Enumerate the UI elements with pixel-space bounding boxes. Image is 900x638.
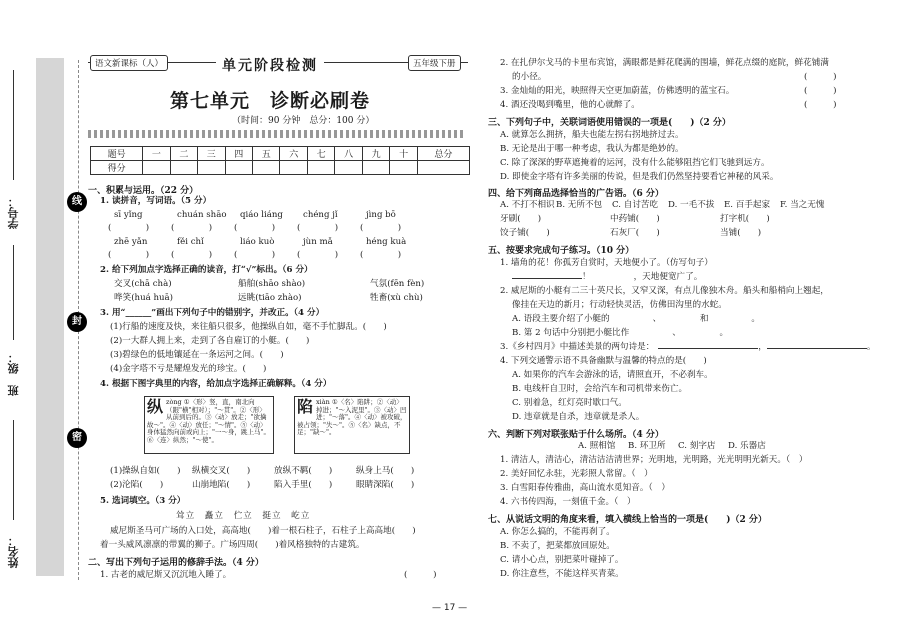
q4-item: 纵横交叉( ) [192,466,251,476]
score-header-cell: 九 [362,147,389,161]
product-item: 饺子铺( ) [500,228,550,238]
score-header-cell: 总分 [417,147,469,161]
product-item: 石灰厂( ) [610,228,660,238]
venue-option: B. 环卫所 [628,441,666,451]
choice-a: A. 如果你的汽车会游泳的话，请照直开，不必刹车。 [512,370,713,380]
q3-item: (3)碧绿色的低地镶延在一条运河之间。( ) [110,350,284,360]
s5-item: 4. 下列交通警示语不具备幽默与温馨的特点的是( ) [500,356,707,366]
q3-item: (1)行船的速度及快，来往船只很多，他操纵自如，毫不手忙脚乱。( ) [110,322,387,332]
slogan-option: D. 一毛不拔 [668,200,715,210]
q3-prompt: 3. 用“______”画出下列句子中的错别字，并改正。（4 分） [100,308,325,318]
product-item: 牙刷( ) [500,214,542,224]
answer-blank[interactable]: ( ) [360,223,402,233]
q2-item: 气氛(fēn fèn) [370,279,425,289]
choice-c: C. 别着急，红灯亮时歇口气。 [512,398,627,408]
s5-item: 3.《乡村四月》中描述美景的两句诗是： ， 。 [500,342,876,352]
pinyin: chuán shāo [177,210,227,220]
s2-item: 1. 古老的威尼斯又沉沉地入睡了。 [100,570,232,580]
choice-d: D. 违章就是自杀，违章就是杀人。 [512,412,645,422]
score-header-cell: 六 [280,147,307,161]
page-number: — 17 — [432,603,468,613]
dict-definition: xiàn ①〈名〉陷阱；②〈动〉掉进；"～入泥里"。③〈动〉凹进；"～落"。④〈动〉被攻破，被占领；"失～"。⑤〈名〉缺点，不足；"缺～"。 [297,398,407,436]
answer-blank[interactable]: ( ) [108,223,150,233]
score-header-cell: 四 [225,147,252,161]
section-3-heading: 三、下列句子中，关联词语使用错误的一项是( )（2 分） [488,118,731,128]
s5-item: 2. 威尼斯的小艇有二三十英尺长，又窄又深，有点儿像独木舟。船头和船梢向上翘起， [500,286,829,296]
q4-prompt: 4. 根据下图字典里的内容，给加点字选择正确解释。（4 分） [100,379,332,389]
s2-item: 4. 酒还没喝到嘴里，他的心就醉了。 [500,100,640,110]
score-cell[interactable] [225,161,252,175]
score-table-header-row [91,147,470,161]
choice-b: B. 电线杆自卫时，会给汽车和司机带来伤亡。 [512,384,688,394]
dict-definition: zòng ①〈形〉竖，直，南北向（跟"横"相对）；"～贯"。②〈形〉从前到后的。③〈动〉放走；"欲擒故～"。④〈动〉放任；"～情"。⑤〈动〉身体猛然向前或向上；"一～身，跳上马"。⑥〈连〉纵然；"～使"。 [147,398,270,444]
pinyin: jùn mǎ [303,237,333,247]
choice-d: D. 即使金字塔有许多美丽的传说，但是我们仍然坚持要看它神秘的风采。 [500,172,779,182]
couplet-item: 3. 白雪阳春传雅曲，高山流水觅知音。（ ） [500,483,670,493]
score-header-cell: 五 [253,147,280,161]
answer-blank[interactable]: ( ) [171,250,213,260]
q2-item: 哗笑(huá huā) [114,293,174,303]
s5-item: 1. 墙角的花！你孤芳自赏时，天地便小了。（仿写句子） [500,258,713,268]
q2-item: 远眺(tiāo zhào) [238,293,302,303]
score-header-cell: 二 [170,147,197,161]
choice-c: C. 请小心点，别把菜叶碰掉了。 [500,555,624,565]
q4-item: 山崩地陷( ) [192,480,251,490]
binding-strip [36,58,64,576]
q5-word-bank: 耸立 矗立 伫立 挺立 屹立 [176,511,311,521]
venue-option: A. 照相馆 [578,441,616,451]
s5-answer-template [512,272,702,283]
section-7-heading: 七、从说话文明的角度来看，填入横线上恰当的一项是( )（2 分） [488,515,767,525]
score-header-cell: 题号 [91,147,143,161]
answer-blank[interactable]: ( ) [171,223,213,233]
dict-char: 纵 [147,397,164,416]
s5-item: 像挂在天边的新月；行动轻快灵活，仿佛田沟里的水蛇。 [512,300,727,310]
score-header-cell: 三 [198,147,225,161]
s5-subitem: A. 语段主要介绍了小艇的 、 和 。 [512,314,760,324]
product-item: 中药铺( ) [610,214,660,224]
score-cell[interactable] [253,161,280,175]
dict-char: 陷 [297,397,314,416]
answer-blank[interactable]: ( ) [360,250,402,260]
s2-item: 2. 在扎伊尔戈马的卡里布宾馆，满眼都是鲜花爬满的围墙，鲜花点缀的庭院，鲜花铺满 [500,58,829,68]
q3-item: (4)金字塔不亏是耀煌发光的珍宝。( ) [110,364,267,374]
answer-paren: ( ) [404,570,437,580]
section-5-heading: 五、按要求完成句子练习。（10 分） [488,246,635,256]
score-cell[interactable] [170,161,197,175]
score-table [90,146,470,175]
score-cell[interactable] [362,161,389,175]
product-item: 当铺( ) [720,228,762,238]
q4-item: 陷入手里( ) [274,480,333,490]
couplet-item: 4. 六书传四海，一刻值千金。（ ） [500,497,636,507]
q2-item: 牲畜(xù chù) [370,293,423,303]
dictionary-entry-zong [144,396,274,454]
pinyin: qiáo liáng [240,210,283,220]
answer-blank[interactable]: ( ) [234,223,276,233]
choice-b: B. 无论是出于哪一种考虑，我认为都是绝妙的。 [500,144,684,154]
q2-item: 交叉(chā chà) [114,279,172,289]
score-cell[interactable] [198,161,225,175]
couplet-item: 1. 清洁人，清洁心，清洁洁洁清世界；光明地，光明路，光光明明光新天。（ ） [500,455,808,465]
score-table-score-row [91,161,470,175]
page-title: 第七单元 诊断必刷卷 [170,90,371,112]
q1-prompt: 1. 读拼音，写词语。（5 分） [100,196,212,206]
score-cell[interactable] [390,161,417,175]
s5-item-text: 3.《乡村四月》中描述美景的两句诗是： [500,342,655,352]
class-label: 班 级： [7,352,20,396]
score-header-cell: 八 [335,147,362,161]
score-header-cell: 七 [307,147,334,161]
answer-paren: ( ) [804,100,837,110]
seal-circle-line: 线 [67,192,87,212]
s2-item: 的小径。 [512,72,547,82]
couplet-item: 2. 美好回忆永驻，光彩照人常留。（ ） [500,469,653,479]
class-line [13,245,14,340]
answer-blank[interactable]: ( ) [297,223,339,233]
q5-prompt: 5. 选词填空。（3 分） [100,496,186,506]
pinyin: zhē yǎn [114,237,148,247]
choice-a: A. 你怎么搞的，不能再刹了。 [500,527,615,537]
score-cell[interactable] [143,161,170,175]
s5-answer-text: ！ ，天地便宽广了。 [582,272,703,282]
decorative-divider [88,130,463,138]
pinyin: fěi chǐ [177,237,204,247]
answer-blank[interactable]: ( ) [108,250,150,260]
section-4-heading: 四、给下列商品选择恰当的广告语。（6 分） [488,189,664,199]
pinyin: sī yǐng [114,210,143,220]
pinyin: jìng bō [366,210,396,220]
score-cell[interactable] [335,161,362,175]
slogan-option: F. 当之无愧 [780,200,825,210]
name-label: 姓名： [7,535,20,568]
score-cell[interactable] [307,161,334,175]
s5-subitem: B. 第 2 句话中分别把小艇比作 、 。 [512,328,729,338]
q4-item: 纵身上马( ) [356,466,415,476]
score-header-cell: 一 [143,147,170,161]
q4-item: 眼睛深陷( ) [356,480,415,490]
pinyin: liáo kuò [240,237,275,247]
venue-option: C. 刻字店 [678,441,716,451]
section-6-heading: 六、判断下列对联张贴于什么场所。（4 分） [488,430,664,440]
choice-a: A. 就算怎么拥挤，船夫也能左拐右拐地挤过去。 [500,130,684,140]
name-line [13,420,14,520]
seal-circle-secret: 密 [67,428,87,448]
slogan-option: E. 百手起家 [724,200,771,210]
section-1-heading: 一、积累与运用。（22 分） [88,186,199,196]
answer-blank[interactable]: ( ) [234,250,276,260]
answer-paren: ( ) [804,86,837,96]
q4-item: (1)操纵自如( ) [110,466,181,476]
edition-tag: 语文新课标（人） [90,55,168,71]
product-item: 打字机( ) [720,214,770,224]
score-cell[interactable] [280,161,307,175]
section-2-heading: 二、写出下列句子运用的修辞手法。（4 分） [88,558,264,568]
q2-item: 船舶(shāo shào) [238,279,306,289]
q5-text: 着一头威风凛凛的带翼的狮子。广场四周( )着风格独特的古建筑。 [100,540,365,550]
choice-b: B. 不卖了，把菜都放回原处。 [500,541,615,551]
q4-item: (2)沦陷( ) [110,480,164,490]
slogan-option: B. 无所不包 [556,200,603,210]
choice-c: C. 除了深深的野草遮掩着的运河，没有什么能够阻挡它们飞驰到远方。 [500,158,770,168]
choice-d: D. 你注意些，不能这样买青菜。 [500,569,624,579]
q2-prompt: 2. 给下列加点字选择正确的读音，打“√”标出。（6 分） [100,265,313,275]
seal-circle-seal: 封 [67,312,87,332]
q5-text: 威尼斯圣马可广场的入口处，高高地( )着一根石柱子，石柱子上高高地( ) [110,526,416,536]
student-id-label: 学号： [7,196,20,229]
slogan-option: A. 不打不相识 [500,200,555,210]
grade-tag: 五年级下册 [408,55,461,71]
score-row-label: 得分 [91,161,143,175]
score-cell[interactable] [417,161,469,175]
pinyin: héng kuà [366,237,407,247]
q3-item: (2)一大群人拥上来，走到了各自雇订的小艇。( ) [110,336,310,346]
venue-option: D. 乐器店 [728,441,766,451]
score-header-cell: 十 [390,147,417,161]
exam-meta: （时间：90 分钟 总分：100 分） [232,116,375,126]
student-id-line [13,70,14,180]
s2-item: 3. 金灿灿的阳光，映照得天空更加蔚蓝，仿佛透明的蓝宝石。 [500,86,735,96]
slogan-option: C. 自讨苦吃 [612,200,659,210]
dictionary-entry-xian [294,396,410,454]
answer-blank[interactable]: ( ) [297,250,339,260]
q4-item: 放纵不羁( ) [274,466,333,476]
series-title: 单元阶段检测 [216,55,324,75]
answer-paren: ( ) [804,72,837,82]
pinyin: chéng jǐ [303,210,338,220]
